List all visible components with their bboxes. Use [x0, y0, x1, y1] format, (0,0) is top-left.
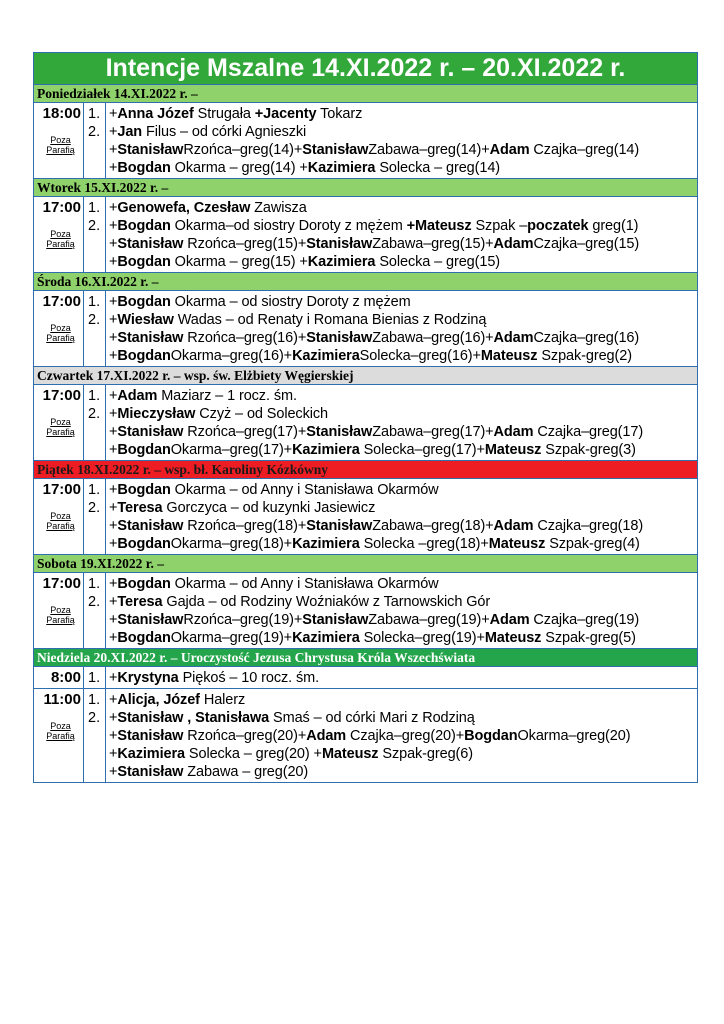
intention-name: Mateusz [484, 630, 542, 646]
intention-text: Okarma – greg(15) + [170, 254, 308, 270]
intention-text: Zabawa–greg(18)+ [372, 518, 494, 534]
poza-parafia-word: Poza [50, 229, 71, 239]
intention-text: Zabawa–greg(19)+ [368, 612, 490, 628]
intention-name: Teresa [117, 500, 163, 516]
intention-text: Zabawa–greg(15)+ [372, 236, 494, 252]
intention-text: Szpak-greg(3) [541, 442, 636, 458]
intentions-cell [106, 689, 697, 782]
intention-name: Stanisław [306, 424, 373, 440]
intention-text: Okarma–greg(19)+ [170, 630, 293, 646]
intention-name: Kazimiera [307, 160, 376, 176]
poza-parafia-word: Parafią [46, 615, 75, 625]
intention-name: Adam [493, 330, 534, 346]
intention-name: Stanisław [117, 236, 184, 252]
intention-line [109, 441, 697, 459]
mass-row [34, 197, 697, 273]
number-cell [84, 197, 106, 272]
intention-line [109, 481, 697, 499]
intention-line [109, 311, 697, 329]
poza-parafia-word: Parafią [46, 145, 75, 155]
intention-line [109, 629, 697, 647]
intention-name: Adam [306, 728, 347, 744]
intention-line [109, 387, 697, 405]
intention-text: Solecka – greg(15) [375, 254, 501, 270]
intention-line [109, 235, 697, 253]
intention-text: + [109, 236, 118, 252]
intention-text: Zabawa–greg(14)+ [368, 142, 490, 158]
intention-text: + [109, 294, 118, 310]
intention-text: Rzońca–greg(20)+ [183, 728, 307, 744]
intention-line [109, 217, 697, 235]
day-header: Wtorek 15.XI.2022 r. – [34, 179, 697, 197]
intention-name: Alicja, Józef [117, 692, 200, 708]
intention-name: poczatek [527, 218, 589, 234]
intention-line [109, 329, 697, 347]
intentions-cell [106, 103, 697, 178]
intention-number: 2. [88, 500, 101, 516]
poza-parafia-word: Poza [50, 721, 71, 731]
intention-name: Kazimiera [292, 442, 360, 458]
days-list [34, 85, 697, 782]
intention-name: Kazimiera [292, 630, 360, 646]
intention-line [109, 141, 697, 159]
intention-text: greg(1) [588, 218, 639, 234]
intention-text: Solecka – greg(20) + [184, 746, 322, 762]
poza-parafia-label [34, 323, 83, 343]
intention-line [109, 691, 697, 709]
mass-row [34, 291, 697, 367]
intention-line [109, 763, 697, 781]
intention-text: Okarma–greg(20) [517, 728, 631, 744]
time-cell [34, 385, 84, 460]
intention-text: Smaś – od córki Mari z Rodziną [269, 710, 475, 726]
intention-name: Mateusz [480, 348, 538, 364]
intention-text: Okarma–greg(18)+ [170, 536, 293, 552]
intention-name: Bogdan [117, 576, 171, 592]
intention-name: Adam [493, 518, 534, 534]
intention-name: Bogdan [464, 728, 518, 744]
intention-name: Adam [489, 612, 530, 628]
intention-line [109, 499, 697, 517]
mass-time: 17:00 [42, 481, 81, 498]
intention-number: 1. [88, 388, 101, 404]
intention-number: 1. [88, 576, 101, 592]
number-cell [84, 573, 106, 648]
intention-text: + [109, 518, 118, 534]
intention-name: Bogdan [117, 442, 171, 458]
intention-text: + [109, 500, 118, 516]
intention-text: + [109, 200, 118, 216]
intention-name: Stanisław [117, 728, 184, 744]
intention-name: Stanisław , Stanisława [117, 710, 270, 726]
intention-text: Rzońca–greg(15)+ [183, 236, 307, 252]
mass-row [34, 667, 697, 689]
intention-name: Adam [117, 388, 158, 404]
intention-line [109, 347, 697, 365]
intention-text: + [109, 142, 118, 158]
intention-text: Czajka–greg(17) [533, 424, 644, 440]
intention-text: + [109, 424, 118, 440]
intention-line [109, 423, 697, 441]
intention-text: + [109, 576, 118, 592]
intention-name: Jan [117, 124, 143, 140]
time-cell [34, 689, 84, 782]
intention-text: + [109, 594, 118, 610]
number-cell [84, 385, 106, 460]
intention-name: +Jacenty [254, 106, 317, 122]
intention-name: Bogdan [117, 348, 171, 364]
intention-text: + [109, 106, 118, 122]
intention-text: + [109, 124, 118, 140]
intention-text: Okarma–od siostry Doroty z mężem [170, 218, 407, 234]
intention-text: Czajka–greg(15) [533, 236, 640, 252]
intentions-cell [106, 573, 697, 648]
intention-name: Bogdan [117, 294, 171, 310]
intention-text: Solecka–greg(19)+ [359, 630, 485, 646]
intention-number: 1. [88, 200, 101, 216]
intention-line [109, 709, 697, 727]
poza-parafia-word: Poza [50, 417, 71, 427]
intention-text: Gajda – od Rodziny Woźniaków z Tarnowskich Gór [162, 594, 491, 610]
intentions-cell [106, 291, 697, 366]
intention-text: + [109, 728, 118, 744]
intention-name: Bogdan [117, 160, 171, 176]
mass-time: 11:00 [43, 691, 81, 708]
intention-number: 1. [88, 482, 101, 498]
intention-text: Strugała [193, 106, 255, 122]
intention-text: Okarma – od Anny i Stanisława Okarmów [170, 576, 439, 592]
intention-text: Szpak-greg(6) [378, 746, 473, 762]
day-header: Poniedziałek 14.XI.2022 r. – [34, 85, 697, 103]
intention-text: Wadas – od Renaty i Romana Bienias z Rodziną [173, 312, 487, 328]
intention-line [109, 745, 697, 763]
intention-text: Szpak-greg(4) [545, 536, 640, 552]
intention-line [109, 253, 697, 271]
intention-name: Genowefa, Czesław [117, 200, 251, 216]
intention-number: 2. [88, 710, 101, 726]
intention-name: Stanisław [117, 518, 184, 534]
intentions-table [33, 52, 698, 783]
intention-name: Bogdan [117, 630, 171, 646]
intention-name: Stanisław [117, 424, 184, 440]
intention-name: Krystyna [117, 670, 179, 686]
intention-line [109, 199, 697, 217]
intention-name: Stanisław [117, 764, 184, 780]
intention-name: Kazimiera [307, 254, 376, 270]
intention-number: 2. [88, 218, 101, 234]
intention-text: Okarma – od Anny i Stanisława Okarmów [170, 482, 439, 498]
poza-parafia-label [34, 229, 83, 249]
poza-parafia-word: Poza [50, 605, 71, 615]
intention-text: Filus – od córki Agnieszki [142, 124, 307, 140]
intention-name: Kazimiera [117, 746, 185, 762]
poza-parafia-word: Poza [50, 135, 71, 145]
mass-row [34, 689, 697, 782]
day-header: Sobota 19.XI.2022 r. – [34, 555, 697, 573]
intention-text: + [109, 406, 118, 422]
number-cell [84, 689, 106, 782]
intention-line [109, 575, 697, 593]
intention-text: Solecka–greg(17)+ [359, 442, 485, 458]
intention-number: 1. [88, 670, 101, 686]
poza-parafia-word: Parafią [46, 427, 75, 437]
intention-text: Czyż – od Soleckich [195, 406, 328, 422]
mass-row [34, 573, 697, 649]
number-cell [84, 667, 106, 688]
intention-name: Kazimiera [292, 348, 360, 364]
time-cell [34, 291, 84, 366]
intention-name: Bogdan [117, 482, 171, 498]
intention-text: Rzońca–greg(14)+ [183, 142, 303, 158]
time-cell [34, 197, 84, 272]
mass-time: 18:00 [42, 105, 81, 122]
intention-name: +Mateusz [406, 218, 472, 234]
intention-line [109, 123, 697, 141]
intention-text: Zawisza [250, 200, 307, 216]
intention-name: Mieczysław [117, 406, 196, 422]
intention-text: + [109, 612, 118, 628]
intention-line [109, 611, 697, 629]
intention-line [109, 159, 697, 177]
intention-text: Okarma–greg(17)+ [170, 442, 293, 458]
intention-text: Zabawa–greg(17)+ [372, 424, 494, 440]
intention-name: Stanisław [117, 612, 184, 628]
number-cell [84, 479, 106, 554]
page-title: Intencje Mszalne 14.XI.2022 r. – 20.XI.2022 r. [34, 53, 697, 85]
number-cell [84, 291, 106, 366]
intention-text: + [109, 160, 118, 176]
intention-number: 1. [88, 106, 101, 122]
intention-text: + [109, 254, 118, 270]
intention-name: Stanisław [117, 330, 184, 346]
intention-text: + [109, 630, 118, 646]
intention-name: Bogdan [117, 254, 171, 270]
intention-line [109, 105, 697, 123]
intention-text: Okarma – od siostry Doroty z mężem [170, 294, 411, 310]
intentions-cell [106, 479, 697, 554]
intention-name: Wiesław [117, 312, 174, 328]
intention-text: Rzońca–greg(18)+ [183, 518, 307, 534]
intention-number: 2. [88, 312, 101, 328]
intention-line [109, 517, 697, 535]
intention-text: Czajka–greg(16) [533, 330, 640, 346]
intention-number: 2. [88, 406, 101, 422]
number-cell [84, 103, 106, 178]
intention-text: + [109, 670, 118, 686]
intention-name: Anna Józef [117, 106, 194, 122]
mass-time: 17:00 [42, 293, 81, 310]
poza-parafia-word: Poza [50, 511, 71, 521]
intentions-cell [106, 197, 697, 272]
day-header: Czwartek 17.XI.2022 r. – wsp. św. Elżbiety Węgierskiej [34, 367, 697, 385]
intention-text: Solecka–greg(16)+ [359, 348, 481, 364]
intention-name: Stanisław [306, 518, 373, 534]
poza-parafia-label [34, 135, 83, 155]
intention-text: Czajka–greg(14) [529, 142, 640, 158]
intentions-cell [106, 667, 697, 688]
mass-row [34, 103, 697, 179]
mass-time: 8:00 [50, 669, 81, 686]
time-cell [34, 573, 84, 648]
intention-name: Kazimiera [292, 536, 360, 552]
intention-text: + [109, 388, 118, 404]
intention-text: Rzońca–greg(17)+ [183, 424, 307, 440]
intention-name: Bogdan [117, 536, 171, 552]
intention-line [109, 669, 697, 687]
intention-text: Szpak-greg(2) [537, 348, 632, 364]
poza-parafia-word: Poza [50, 323, 71, 333]
intention-name: Stanisław [306, 330, 373, 346]
intention-text: Czajka–greg(19) [529, 612, 640, 628]
intention-text: Solecka –greg(18)+ [359, 536, 489, 552]
intention-name: Mateusz [321, 746, 379, 762]
intention-name: Adam [489, 142, 530, 158]
intention-name: Mateusz [488, 536, 546, 552]
intentions-cell [106, 385, 697, 460]
intention-text: Solecka – greg(14) [375, 160, 501, 176]
mass-time: 17:00 [42, 387, 81, 404]
poza-parafia-word: Parafią [46, 731, 75, 741]
intention-text: Zabawa–greg(16)+ [372, 330, 494, 346]
poza-parafia-label [34, 417, 83, 437]
intention-line [109, 405, 697, 423]
mass-row [34, 385, 697, 461]
intention-text: Rzońca–greg(19)+ [183, 612, 303, 628]
intention-text: Tokarz [316, 106, 363, 122]
intention-line [109, 727, 697, 745]
time-cell [34, 479, 84, 554]
intention-line [109, 535, 697, 553]
intention-number: 2. [88, 594, 101, 610]
intention-name: Mateusz [484, 442, 542, 458]
intention-name: Stanisław [302, 142, 369, 158]
intention-line [109, 593, 697, 611]
intention-text: + [109, 764, 118, 780]
mass-time: 17:00 [42, 199, 81, 216]
intention-text: + [109, 312, 118, 328]
intention-text: Czajka–greg(18) [533, 518, 644, 534]
mass-row [34, 479, 697, 555]
intention-text: + [109, 442, 118, 458]
intention-name: Stanisław [117, 142, 184, 158]
intention-text: + [109, 692, 118, 708]
intention-text: Piękoś – 10 rocz. śm. [178, 670, 320, 686]
day-header: Piątek 18.XI.2022 r. – wsp. bł. Karoliny Kózkówny [34, 461, 697, 479]
intention-name: Bogdan [117, 218, 171, 234]
intention-text: Okarma–greg(16)+ [170, 348, 293, 364]
poza-parafia-label [34, 605, 83, 625]
poza-parafia-label [34, 511, 83, 531]
time-cell [34, 103, 84, 178]
intention-text: Rzońca–greg(16)+ [183, 330, 307, 346]
intention-text: Maziarz – 1 rocz. śm. [157, 388, 297, 404]
intention-text: + [109, 330, 118, 346]
poza-parafia-word: Parafią [46, 333, 75, 343]
poza-parafia-label [34, 721, 83, 741]
intention-name: Stanisław [302, 612, 369, 628]
intention-line [109, 293, 697, 311]
intention-name: Stanisław [306, 236, 373, 252]
intention-text: + [109, 536, 118, 552]
intention-name: Adam [493, 424, 534, 440]
poza-parafia-word: Parafią [46, 239, 75, 249]
intention-text: Szpak – [471, 218, 528, 234]
intention-text: + [109, 218, 118, 234]
intention-number: 1. [88, 294, 101, 310]
time-cell [34, 667, 84, 688]
intention-name: Adam [493, 236, 534, 252]
day-header: Niedziela 20.XI.2022 r. – Uroczystość Jezusa Chrystusa Króla Wszechświata [34, 649, 697, 667]
poza-parafia-word: Parafią [46, 521, 75, 531]
intention-number: 2. [88, 124, 101, 140]
intention-text: Szpak-greg(5) [541, 630, 636, 646]
intention-text: Okarma – greg(14) + [170, 160, 308, 176]
intention-text: Czajka–greg(20)+ [346, 728, 465, 744]
day-header: Środa 16.XI.2022 r. – [34, 273, 697, 291]
intention-text: Gorczyca – od kuzynki Jasiewicz [162, 500, 376, 516]
intention-text: Zabawa – greg(20) [183, 764, 309, 780]
intention-text: + [109, 710, 118, 726]
intention-text: + [109, 482, 118, 498]
intention-text: + [109, 746, 118, 762]
intention-name: Teresa [117, 594, 163, 610]
mass-time: 17:00 [42, 575, 81, 592]
intention-text: Halerz [199, 692, 246, 708]
intention-number: 1. [88, 692, 101, 708]
intention-text: + [109, 348, 118, 364]
